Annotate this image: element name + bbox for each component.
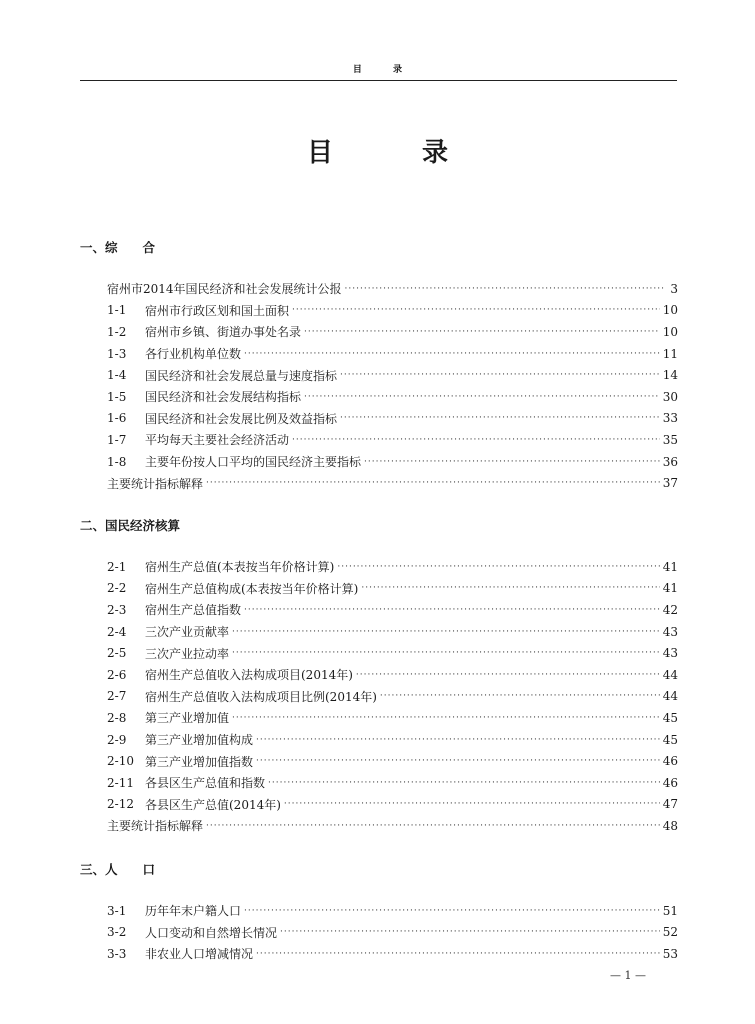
dot-leader [340,369,660,381]
toc-entry-number: 1-7 [107,432,127,447]
toc-entry-page: 33 [662,411,678,426]
toc-entry[interactable] [107,794,678,816]
toc-entry-page: 44 [662,689,678,704]
toc-entry-title: 主要统计指标解释 [107,476,204,491]
toc-list-population [107,900,678,965]
dot-leader [361,582,659,594]
toc-entry-page: 30 [662,389,678,404]
toc-entry-page: 41 [662,559,678,574]
toc-entry-page: 10 [662,303,678,318]
toc-entry-title: 国民经济和社会发展结构指标 [145,390,302,405]
toc-entry[interactable] [107,621,678,643]
dot-leader [292,434,660,446]
toc-entry-number: 2-6 [107,667,127,682]
toc-entry-title: 三次产业拉动率 [145,646,230,661]
dot-leader [292,304,660,316]
toc-entry-page: 45 [662,710,678,725]
dot-leader [206,477,660,489]
toc-entry-number: 1-8 [107,454,127,469]
dot-leader [256,734,660,746]
toc-entry-page: 46 [662,754,678,769]
toc-entry-number: 1-1 [107,303,127,318]
toc-entry-title: 宿州生产总值指数 [145,603,242,618]
toc-entry-title: 各行业机构单位数 [145,347,242,362]
toc-entry-number: 2-10 [107,754,134,769]
dot-leader [356,669,660,681]
toc-entry-title: 非农业人口增减情况 [145,947,254,962]
toc-entry-number: 2-7 [107,689,127,704]
toc-entry-title: 各县区生产总值(2014年) [145,797,281,812]
toc-entry[interactable] [107,664,678,686]
toc-entry-page: 44 [662,667,678,682]
toc-entry-number: 2-1 [107,559,127,574]
toc-entry-page: 37 [662,476,678,491]
toc-entry[interactable] [107,578,678,600]
header-rule [80,80,677,81]
toc-entry-title: 宿州生产总值收入法构成项目(2014年) [145,668,353,683]
dot-leader [304,391,660,403]
toc-entry[interactable] [107,321,678,343]
toc-entry-title: 国民经济和社会发展比例及效益指标 [145,411,338,426]
toc-entry[interactable] [107,408,678,430]
dot-leader [244,905,660,917]
toc-entry[interactable] [107,343,678,365]
toc-entry[interactable] [107,429,678,451]
page-number: — 1 — [610,969,646,982]
toc-entry-page: 52 [662,925,678,940]
dot-leader [268,777,660,789]
section-heading-population: 三、人 口 [80,862,156,877]
running-head: 目 录 [352,65,417,75]
toc-entry-title: 平均每天主要社会经济活动 [145,433,290,448]
toc-entry-title: 宿州生产总值收入法构成项目比例(2014年) [145,689,377,704]
toc-entry-title: 宿州市乡镇、街道办事处名录 [145,325,302,340]
toc-entry[interactable] [107,386,678,408]
toc-entry[interactable] [107,556,678,578]
dot-leader [340,412,660,424]
dot-leader [232,712,660,724]
toc-entry-number: 1-6 [107,411,127,426]
toc-entry-page: 45 [662,732,678,747]
toc-entry[interactable] [107,815,678,837]
toc-entry[interactable] [107,750,678,772]
toc-entry-number: 2-2 [107,581,127,596]
toc-entry-page: 43 [662,624,678,639]
toc-entry-number: 1-2 [107,324,127,339]
toc-entry-page: 53 [662,946,678,961]
toc-entry-title: 第三产业增加值 [145,711,230,726]
toc-entry-page: 14 [662,368,678,383]
toc-entry-title: 宿州市行政区划和国土面积 [145,303,290,318]
toc-entry-title: 各县区生产总值和指数 [145,776,266,791]
toc-entry-number: 3-2 [107,925,127,940]
toc-entry-number: 2-9 [107,732,127,747]
toc-entry-number: 1-3 [107,346,127,361]
toc-entry-number: 3-3 [107,946,127,961]
toc-entry-page: 47 [662,797,678,812]
section-heading-general: 一、综 合 [80,240,156,255]
toc-entry-page: 10 [662,324,678,339]
toc-entry-page: 51 [662,903,678,918]
toc-entry-number: 2-4 [107,624,127,639]
toc-entry-number: 2-8 [107,710,127,725]
toc-entry-page: 3 [670,281,678,296]
toc-entry-number: 2-3 [107,602,127,617]
section-heading-national-accounts: 二、国民经济核算 [80,518,181,533]
toc-entry-page: 41 [662,581,678,596]
dot-leader [304,326,660,338]
toc-entry-page: 42 [662,602,678,617]
dot-leader [380,690,660,702]
dot-leader [345,283,665,295]
dot-leader [337,561,659,573]
toc-entry-title: 第三产业增加值构成 [145,733,254,748]
toc-entry-page: 46 [662,775,678,790]
toc-entry[interactable] [107,300,678,322]
toc-list-general [107,278,678,494]
toc-entry-title: 人口变动和自然增长情况 [145,925,278,940]
dot-leader [256,948,660,960]
dot-leader [232,647,660,659]
dot-leader [284,798,660,810]
dot-leader [244,604,660,616]
dot-leader [364,456,660,468]
toc-entry-title: 三次产业贡献率 [145,625,230,640]
toc-entry-number: 2-11 [107,775,134,790]
toc-entry[interactable] [107,729,678,751]
toc-entry[interactable] [107,772,678,794]
dot-leader [244,348,660,360]
toc-entry-page: 48 [662,818,678,833]
toc-entry-number: 1-5 [107,389,127,404]
dot-leader [232,626,660,638]
toc-entry-number: 2-12 [107,797,134,812]
toc-entry-number: 1-4 [107,368,127,383]
dot-leader [256,755,660,767]
toc-entry-page: 43 [662,646,678,661]
dot-leader [280,926,660,938]
toc-entry[interactable] [107,472,678,494]
dot-leader [206,820,660,832]
toc-entry-page: 36 [662,454,678,469]
toc-entry[interactable] [107,707,678,729]
toc-entry[interactable] [107,642,678,664]
toc-entry-page: 11 [662,346,678,361]
toc-entry-title: 宿州市2014年国民经济和社会发展统计公报 [107,282,342,297]
page-title: 目 录 [306,138,489,168]
toc-entry-title: 历年年末户籍人口 [145,904,242,919]
toc-entry-title: 主要统计指标解释 [107,819,204,834]
toc-entry[interactable] [107,943,678,965]
toc-entry-title: 主要年份按人口平均的国民经济主要指标 [145,455,362,470]
toc-entry[interactable] [107,278,678,300]
toc-entry-page: 35 [662,432,678,447]
toc-entry-number: 3-1 [107,903,127,918]
toc-entry-number: 2-5 [107,646,127,661]
toc-entry-title: 国民经济和社会发展总量与速度指标 [145,368,338,383]
toc-list-national-accounts [107,556,678,837]
toc-entry[interactable] [107,900,678,922]
toc-entry[interactable] [107,599,678,621]
toc-entry-title: 宿州生产总值(本表按当年价格计算) [145,560,335,575]
toc-entry[interactable] [107,686,678,708]
toc-entry[interactable] [107,451,678,473]
toc-entry-title: 宿州生产总值构成(本表按当年价格计算) [145,581,359,596]
toc-entry[interactable] [107,922,678,944]
toc-entry[interactable] [107,364,678,386]
toc-entry-title: 第三产业增加值指数 [145,754,254,769]
